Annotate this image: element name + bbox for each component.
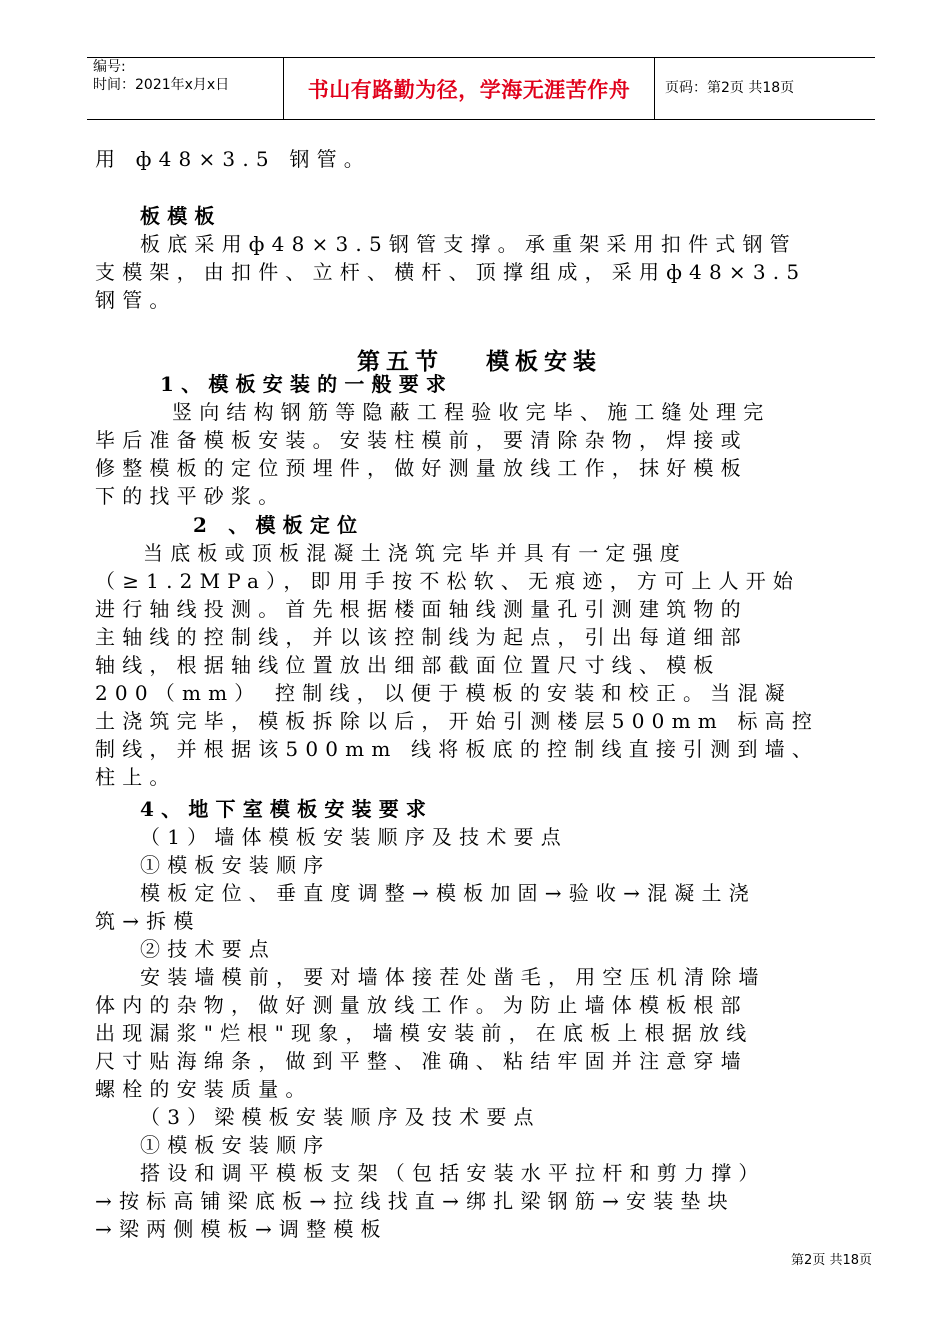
body-line: 下的找平砂浆。 [95,484,286,508]
time-label: 时间：2021年x月x日 [93,77,230,93]
body-line: 安装墙模前，要对墙体接茬处凿毛，用空压机清除墙 [140,965,766,989]
header-meta [87,58,283,119]
body-line: 钢管。 [95,288,177,312]
body-line: （3）梁模板安装顺序及技术要点 [140,1105,541,1129]
body-line: 柱上。 [95,765,177,789]
body-line: 板底采用ф48×3.5钢管支撑。承重架采用扣件式钢管 [140,232,797,256]
page-info: 页码：第2页 共18页 [665,80,795,96]
body-line: 模板定位、垂直度调整→模板加固→验收→混凝土浇 [140,881,756,905]
body-line: （≥1.2MPa），即用手按不松软、无痕迹，方可上人开始 [95,569,801,593]
body-line: →梁两侧模板→调整模板 [95,1217,388,1241]
page-footer: 第2页 共18页 [791,1253,872,1268]
body-line: 尺寸贴海绵条，做到平整、准确、粘结牢固并注意穿墙 [95,1049,748,1073]
body-line: 用 ф48×3.5 钢管。 [95,147,371,171]
body-line: 200（mm） 控制线，以便于模板的安装和校正。当混凝 [95,681,792,705]
body-line: 制线，并根据该500mm 线将板底的控制线直接引测到墙、 [95,737,820,761]
body-line: 土浇筑完毕，模板拆除以后，开始引测楼层500mm 标高控 [95,709,820,733]
body-line: →按标高铺梁底板→拉线找直→绑扎梁钢筋→安装垫块 [95,1189,735,1213]
page-header [87,57,875,120]
body-line: ①模板安装顺序 [140,853,331,877]
body-line: 毕后准备模板安装。安装柱模前，要清除杂物，焊接或 [95,428,748,452]
body-line: 搭设和调平模板支架（包括安装水平拉杆和剪力撑） [140,1161,766,1185]
subheading-slab-formwork: 板模板 [140,204,222,228]
body-line: ②技术要点 [140,937,276,961]
subheading-basement: 4、地下室模板安装要求 [140,797,434,821]
body-line: 轴线，根据轴线位置放出细部截面位置尺寸线、模板 [95,653,721,677]
body-line: 筑→拆模 [95,909,201,933]
body-line: 进行轴线投测。首先根据楼面轴线测量孔引测建筑物的 [95,597,748,621]
header-motto-cell [283,58,655,119]
body-line: 主轴线的控制线，并以该控制线为起点，引出每道细部 [95,625,748,649]
body-line: （1）墙体模板安装顺序及技术要点 [140,825,568,849]
body-line: 体内的杂物，做好测量放线工作。为防止墙体模板根部 [95,993,748,1017]
body-line: ①模板安装顺序 [140,1133,331,1157]
header-page-cell [655,58,875,119]
subheading-general-requirements: 1、模板安装的一般要求 [160,372,454,396]
body-line: 支模架，由扣件、立杆、横杆、顶撑组成，采用ф48×3.5 [95,260,807,284]
body-line: 修整模板的定位预埋件，做好测量放线工作，抹好模板 [95,456,748,480]
number-label: 编号: [93,59,126,75]
body-line: 螺栓的安装质量。 [95,1077,313,1101]
motto-text: 书山有路勤为径，学海无涯苦作舟 [307,77,631,102]
section-title: 第五节 模板安装 [357,348,603,375]
body-line: 出现漏浆"烂根"现象，墙模安装前，在底板上根据放线 [95,1021,754,1045]
subheading-positioning: 2 、模板定位 [193,513,365,537]
body-line: 竖向结构钢筋等隐蔽工程验收完毕、施工缝处理完 [172,400,771,424]
body-line: 当底板或顶板混凝土浇筑完毕并具有一定强度 [143,541,687,565]
